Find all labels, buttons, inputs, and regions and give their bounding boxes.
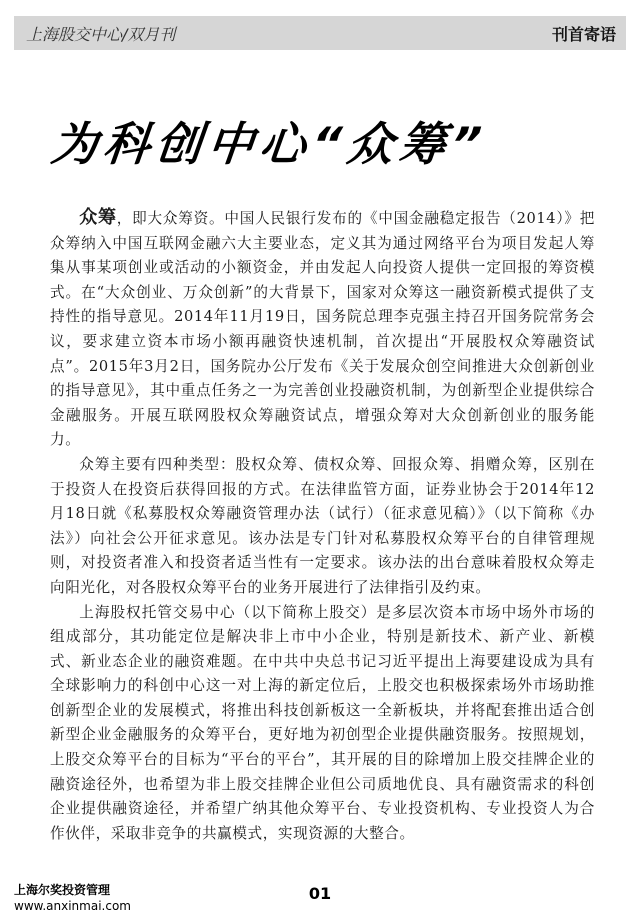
paragraph-1-text: ，即大众筹资。中国人民银行发布的《中国金融稳定报告（2014）》把众筹纳入中国互联网金融六大主要业态，定义其为通过网络平台为项目发起人筹集从事某项创业或活动的小额资金，并由发起人向投资人提供一定回报的筹资模式。在“大众创业、万众创新”的大背景下，国家对众筹这一融资新模式提供了支持性的指导意见。2014年11月19日，国务院总理李克强主持召开国务院常务会议，要求建立资本市场小额再融资快速机制，首次提出“开展股权众筹融资试点”。2015年3月2日，国务院办公厅发布《关于发展众创空间推进大众创新创业的指导意见》，其中重点任务之一为完善创业投融资机制，为创新型企业提供综合金融服务。开展互联网股权众筹融资试点，增强众筹对大众创新创业的服务能力。 bbox=[50, 210, 595, 449]
footer-url: www.anxinmai.com bbox=[14, 899, 131, 913]
article-body bbox=[50, 206, 595, 846]
section-label: 刊首寄语 bbox=[551, 24, 616, 44]
header-bar bbox=[14, 16, 626, 50]
paragraph-3: 上海股权托管交易中心（以下简称上股交）是多层次资本市场中场外市场的组成部分，其功能定位是解决非上市中小企业，特别是新技术、新产业、新模式、新业态企业的融资难题。在中共中央总书记习近平提出上海要建设成为具有全球影响力的科创中心这一对上海的新定位后，上股交也积极探索场外市场助推创新型企业的发展模式，将推出科技创新板这一全新板块，并将配套推出适合创新型企业金融服务的众筹平台，更好地为初创型企业提供融资服务。按照规划，上股交众筹平台的目标为“平台的平台”，其开展的目的除增加上股交挂牌企业的融资途径外，也希望为非上股交挂牌企业但公司质地优良、具有融资需求的科创企业提供融资途径，并希望广纳其他众筹平台、专业投资机构、专业投资人为合作伙伴，采取非竞争的共赢模式，实现资源的大整合。 bbox=[50, 603, 595, 842]
paragraph-2: 众筹主要有四种类型：股权众筹、债权众筹、回报众筹、捐赠众筹，区别在于投资人在投资后获得回报的方式。在法律监管方面，证券业协会于2014年12月18日就《私募股权众筹融资管理办法（试行）（征求意见稿）》（以下简称《办法》）向社会公开征求意见。该办法是专门针对私募股权众筹平台的自律管理规则，对投资者准入和投资者适当性有一定要求。该办法的出台意味着股权众筹走向阳光化，对各股权众筹平台的业务开展进行了法律指引及约束。 bbox=[50, 455, 595, 596]
paragraph-1 bbox=[50, 206, 595, 453]
footer-watermark bbox=[14, 882, 131, 914]
article-title: 为科创中心“众筹” bbox=[48, 117, 490, 171]
footer-org: 上海尔奖投资管理 bbox=[14, 883, 111, 897]
lead-term: 众筹 bbox=[79, 207, 117, 228]
page-number: 01 bbox=[308, 884, 332, 903]
publication-name: 上海股交中心/双月刊 bbox=[26, 24, 176, 44]
